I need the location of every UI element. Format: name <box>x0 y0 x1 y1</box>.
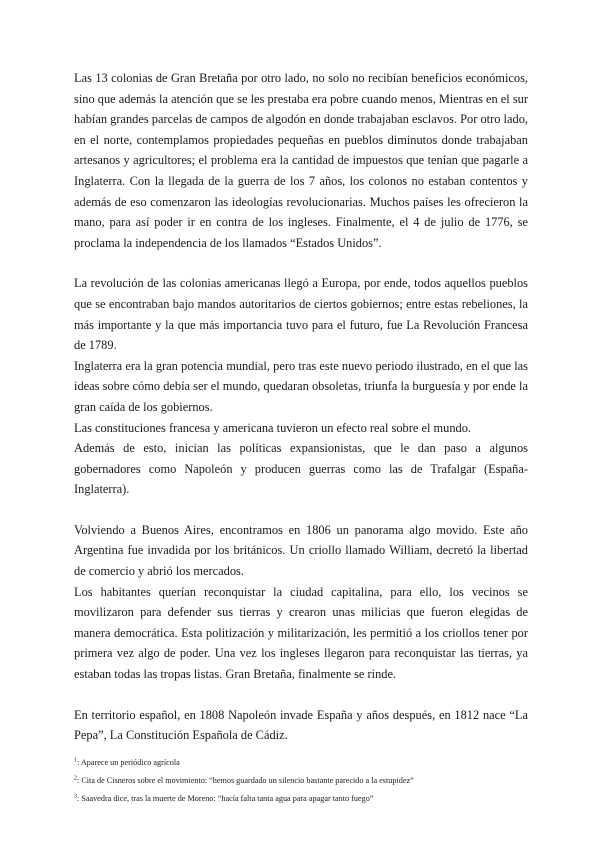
footnote-mark: 2 <box>74 775 77 782</box>
footnote-text: : Saavedra dice, tras la muerte de Moreno: “hacía falta tanta agua para apagar tanto fuego” <box>77 794 374 803</box>
footnote-text: : Cita de Cisneros sobre el movimiento: “hemos guardado un silencio bastante parecido a la estupidez” <box>77 776 414 785</box>
paragraph-territorio-espanol: En territorio español, en 1808 Napoleón invade España y años después, en 1812 nace “La Pepa”, La Constitución Española de Cádiz. <box>74 707 528 743</box>
paragraph-reconquista: Los habitantes querían reconquistar la ciudad capitalina, para ello, los vecinos se movilizaron para defender sus tierras y crearon unas milicias que fueron elegidas de manera democrática. Esta politización y militarización, les permitió a los criollos tener por primera vez algo de poder. Una vez los ingleses llegaron para reconquistar las tierras, ya estaban todas las tropas listas. Gran Bretaña, finalmente se rinde. <box>74 584 528 682</box>
footnote-3 <box>74 790 528 808</box>
paragraph-buenos-aires: Volviendo a Buenos Aires, encontramos en 1806 un panorama algo movido. Este año Argentina fue invadida por los británicos. Un criollo llamado William, decretó la libertad de comercio y abrió los mercados. <box>74 522 528 579</box>
footnote-mark: 1 <box>74 757 77 764</box>
paragraph-constituciones: Las constituciones francesa y americana tuvieron un efecto real sobre el mundo. <box>74 420 472 435</box>
footnote-mark: 3 <box>74 793 77 800</box>
footnotes <box>74 754 528 808</box>
paragraph-revolucion-europa: La revolución de las colonias americanas llegó a Europa, por ende, todos aquellos pueblos que se encontraban bajo mandos autoritarios de ciertos gobiernos; entre estas rebeliones, la más importante y la que más importancia tuvo para el futuro, fue La Revolución Francesa de 1789. <box>74 276 528 353</box>
paragraph-expansionistas: Además de esto, inician las políticas expansionistas, que le dan paso a algunos gobernadores como Napoleón y producen guerras como las de Trafalgar (España-Inglaterra). <box>74 441 528 497</box>
footnote-1 <box>74 754 528 772</box>
paragraph-colonias: Las 13 colonias de Gran Bretaña por otro lado, no solo no recibían beneficios económicos, sino que además la atención que se les prestaba era pobre cuando menos, Mientras en el sur habían grandes parcelas de campos de algodón en donde trabajaban esclavos. Por otro lado, en el norte, contemplamos propiedades pequeñas en pueblos diminutos donde trabajaban artesanos y agricultores; el problema era la cantidad de impuestos que tenían que pagarle a Inglaterra. Con la llegada de la guerra de los 7 años, los colonos no estaban contentos y además de eso comenzaron las ideologías revolucionarias. Muchos países les ofrecieron la mano, para así poder ir en contra de los ingleses. Finalmente, el 4 de julio de 1776, se proclama la independencia de los llamados “Estados Unidos”. <box>74 71 528 250</box>
paragraph-inglaterra: Inglaterra era la gran potencia mundial, pero tras este nuevo periodo ilustrado, en el que las ideas sobre cómo debía ser el mundo, quedaran obsoletas, triunfa la burguesía y por ende la gran caída de los gobiernos. <box>74 358 528 414</box>
footnote-text: : Aparece un periódico agrícola <box>77 758 180 767</box>
footnote-2 <box>74 772 528 790</box>
